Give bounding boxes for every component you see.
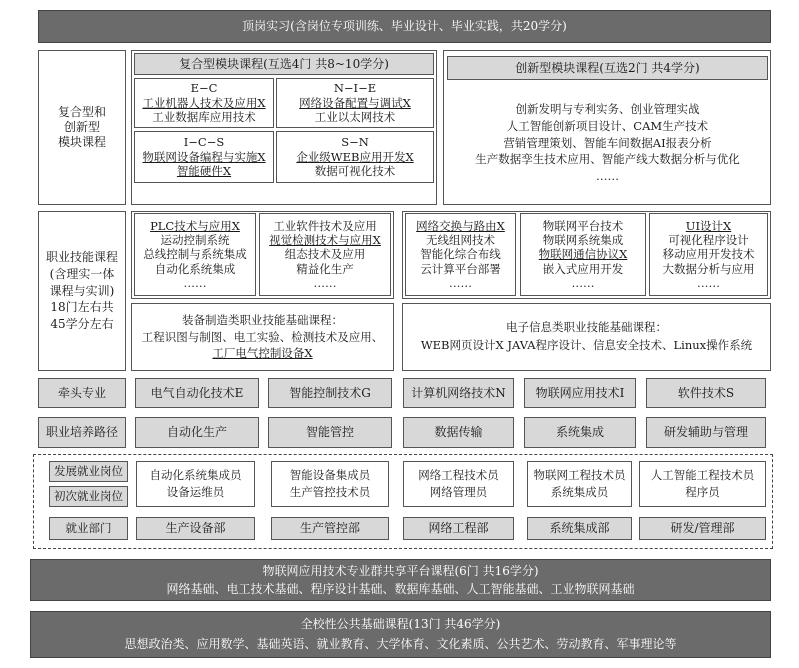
path-rd-management: 研发辅助与管理 bbox=[646, 417, 766, 448]
composite-cell-ics: I−C−S 物联网设备编程与实施X 智能硬件X bbox=[134, 131, 274, 183]
dept-network-engineering: 网络工程部 bbox=[403, 517, 514, 540]
major-electrical-automation: 电气自动化技术E bbox=[135, 378, 259, 408]
initial-job-label: 初次就业岗位 bbox=[49, 486, 128, 507]
major-iot-application: 物联网应用技术I bbox=[524, 378, 636, 408]
innovative-header: 创新型模块课程(互选2门 共4学分) bbox=[447, 56, 768, 80]
mfg-basic-courses: 装备制造类职业技能基础课程： 工程识图与制图、电工实验、检测技术及应用、 工厂电气控制设备X bbox=[131, 303, 394, 371]
general-title: 全校性公共基础课程(13门 共46学分) bbox=[300, 617, 501, 632]
career-path-label: 职业培养路径 bbox=[38, 417, 126, 448]
skill-module-iot: 物联网平台技术 物联网系统集成 物联网通信协议X 嵌入式应用开发 …… bbox=[520, 213, 646, 296]
skill-module-network: 网络交换与路由X 无线组网技术 智能化综合布线 云计算平台部署 …… bbox=[405, 213, 516, 296]
employment-dept-label: 就业部门 bbox=[49, 517, 128, 540]
dept-system-integration: 系统集成部 bbox=[527, 517, 632, 540]
platform-subtitle: 网络基础、电工技术基础、程序设计基础、数据库基础、人工智能基础、工业物联网基础 bbox=[166, 582, 635, 596]
major-intelligent-control: 智能控制技术G bbox=[268, 378, 392, 408]
dept-rd-management: 研发/管理部 bbox=[639, 517, 766, 540]
side-line: 创新型 bbox=[63, 120, 100, 134]
path-intelligent-control: 智能管控 bbox=[268, 417, 392, 448]
composite-cell-ec: E−C 工业机器人技术及应用X 工业数据库应用技术 bbox=[134, 78, 274, 128]
elec-basic-courses: 电子信息类职业技能基础课程： WEB网页设计X JAVA程序设计、信息安全技术、Linux操作系统 bbox=[402, 303, 771, 371]
path-data-transmission: 数据传输 bbox=[403, 417, 514, 448]
innovative-course-list: 创新发明与专利实务、创业管理实战 人工智能创新项目设计、CAM生产技术 营销管理策划、智能车间数据AI报表分析 生产数据孪生技术应用、智能产线大数据分析与优化 …… bbox=[447, 84, 768, 202]
internship-title: 顶岗实习(含岗位专项训练、毕业设计、毕业实践，共20学分) bbox=[242, 19, 567, 33]
composite-side-label bbox=[38, 50, 126, 205]
skills-side-label: 职业技能课程 (含理实一体 课程与实训) 18门左右共 45学分左右 bbox=[38, 211, 126, 371]
skill-module-ui: UI设计X 可视化程序设计 移动应用开发技术 大数据分析与应用 …… bbox=[649, 213, 768, 296]
job-network-engineer: 网络工程技术员 网络管理员 bbox=[403, 461, 514, 507]
side-line: 复合型和 bbox=[57, 105, 106, 119]
job-intelligent-device-integrator: 智能设备集成员 生产管控技术员 bbox=[271, 461, 389, 507]
side-line: 模块课程 bbox=[57, 135, 106, 149]
path-automation-production: 自动化生产 bbox=[135, 417, 259, 448]
skill-module-industrial-software: 工业软件技术及应用 视觉检测技术与应用X 组态技术及应用 精益化生产 …… bbox=[259, 213, 391, 296]
dept-production-control: 生产管控部 bbox=[271, 517, 389, 540]
job-ai-engineer: 人工智能工程技术员 程序员 bbox=[639, 461, 766, 507]
skill-module-plc: PLC技术与应用X 运动控制系统 总线控制与系统集成 自动化系统集成 …… bbox=[134, 213, 256, 296]
platform-title: 物联网应用技术专业群共享平台课程(6门 共16学分) bbox=[262, 564, 539, 578]
major-software: 软件技术S bbox=[646, 378, 766, 408]
job-automation-integrator: 自动化系统集成员 设备运维员 bbox=[136, 461, 255, 507]
path-system-integration: 系统集成 bbox=[524, 417, 636, 448]
general-courses-band bbox=[30, 611, 771, 658]
composite-cell-sn: S−N 企业级WEB应用开发X 数据可视化技术 bbox=[276, 131, 434, 183]
dev-job-label: 发展就业岗位 bbox=[49, 461, 128, 482]
composite-cell-nie: N−I−E 网络设备配置与调试X 工业以太网技术 bbox=[276, 78, 434, 128]
general-subtitle: 思想政治类、应用数学、基础英语、就业教育、大学体育、文化素质、公共艺术、劳动教育、军事理论等 bbox=[124, 636, 677, 651]
platform-courses-band bbox=[30, 559, 771, 601]
composite-header: 复合型模块课程(互选4门 共8~10学分) bbox=[134, 53, 434, 75]
major-computer-network: 计算机网络技术N bbox=[403, 378, 514, 408]
lead-majors-label: 牵头专业 bbox=[38, 378, 126, 408]
internship-band bbox=[38, 10, 771, 43]
dept-production-equipment: 生产设备部 bbox=[136, 517, 255, 540]
job-iot-engineer: 物联网工程技术员 系统集成员 bbox=[527, 461, 632, 507]
